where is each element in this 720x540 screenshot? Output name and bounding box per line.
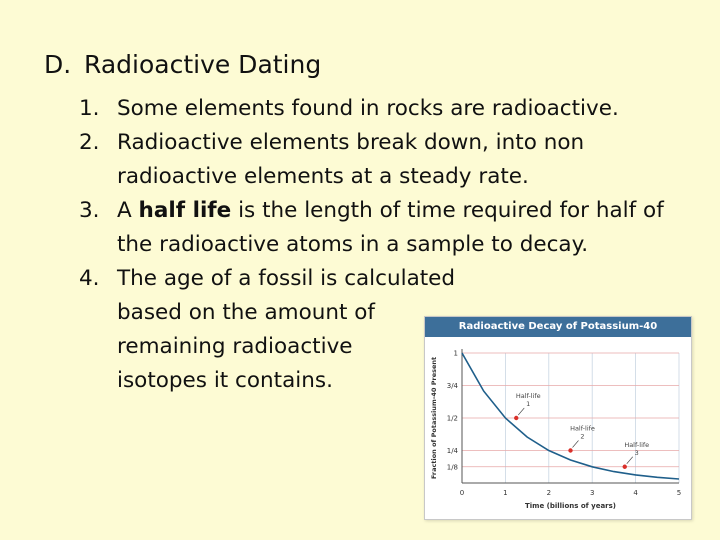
item-line: remaining radioactive	[117, 334, 353, 359]
half-life-pointer	[573, 441, 579, 448]
x-tick-label: 5	[676, 489, 682, 497]
y-tick-label: 1/4	[446, 447, 458, 455]
half-life-number: 1	[526, 400, 531, 408]
heading-text: Radioactive Dating	[84, 50, 322, 79]
item-text: Radioactive elements break down, into non radioactive elements at a steady rate.	[117, 130, 585, 189]
half-life-marker	[514, 416, 518, 420]
half-life-number: 2	[580, 432, 585, 441]
half-life-label: Half-life	[515, 392, 541, 400]
list-item	[79, 126, 637, 194]
item-text-suffix: is the length of time required for half of the radioactive atoms in a sample to decay.	[117, 198, 664, 257]
x-tick-label: 0	[459, 489, 465, 497]
half-life-pointer	[627, 457, 633, 464]
decay-chart-figure	[424, 316, 692, 520]
chart-title: Radioactive Decay of Potassium-40	[425, 317, 691, 337]
y-tick-label: 3/4	[446, 382, 458, 390]
item-line: The age of a fossil is calculated	[117, 266, 456, 291]
item-number: 3.	[79, 198, 100, 223]
item-line: isotopes it contains.	[117, 368, 333, 393]
item-text-prefix: A	[117, 198, 139, 223]
item-number: 1.	[79, 96, 100, 121]
y-tick-label: 1	[453, 349, 458, 358]
half-life-pointer	[518, 408, 524, 415]
item-line: based on the amount of	[117, 300, 375, 325]
list-item	[79, 194, 677, 262]
item-number: 4.	[79, 266, 100, 291]
heading-letter: D.	[44, 50, 72, 79]
list-item	[79, 92, 719, 126]
x-tick-label: 3	[589, 489, 595, 497]
x-axis-label: Time (billions of years)	[525, 502, 616, 510]
item-text-bold: half life	[138, 198, 232, 223]
half-life-label: Half-life	[624, 440, 650, 449]
decay-chart	[425, 337, 691, 519]
half-life-marker	[568, 448, 572, 452]
x-tick-label: 2	[546, 489, 552, 497]
decay-curve	[462, 353, 679, 479]
y-tick-label: 1/8	[446, 463, 458, 472]
slide-heading	[44, 50, 321, 79]
half-life-label: Half-life	[570, 424, 595, 433]
y-axis-label: Fraction of Potassium-40 Present	[430, 356, 438, 480]
y-tick-label: 1/2	[446, 414, 458, 423]
half-life-marker	[623, 465, 627, 469]
item-number: 2.	[79, 130, 100, 155]
item-text: Some elements found in rocks are radioactive.	[117, 96, 619, 121]
x-tick-label: 4	[633, 489, 638, 497]
x-tick-label: 1	[503, 489, 508, 497]
half-life-number: 3	[634, 448, 639, 457]
